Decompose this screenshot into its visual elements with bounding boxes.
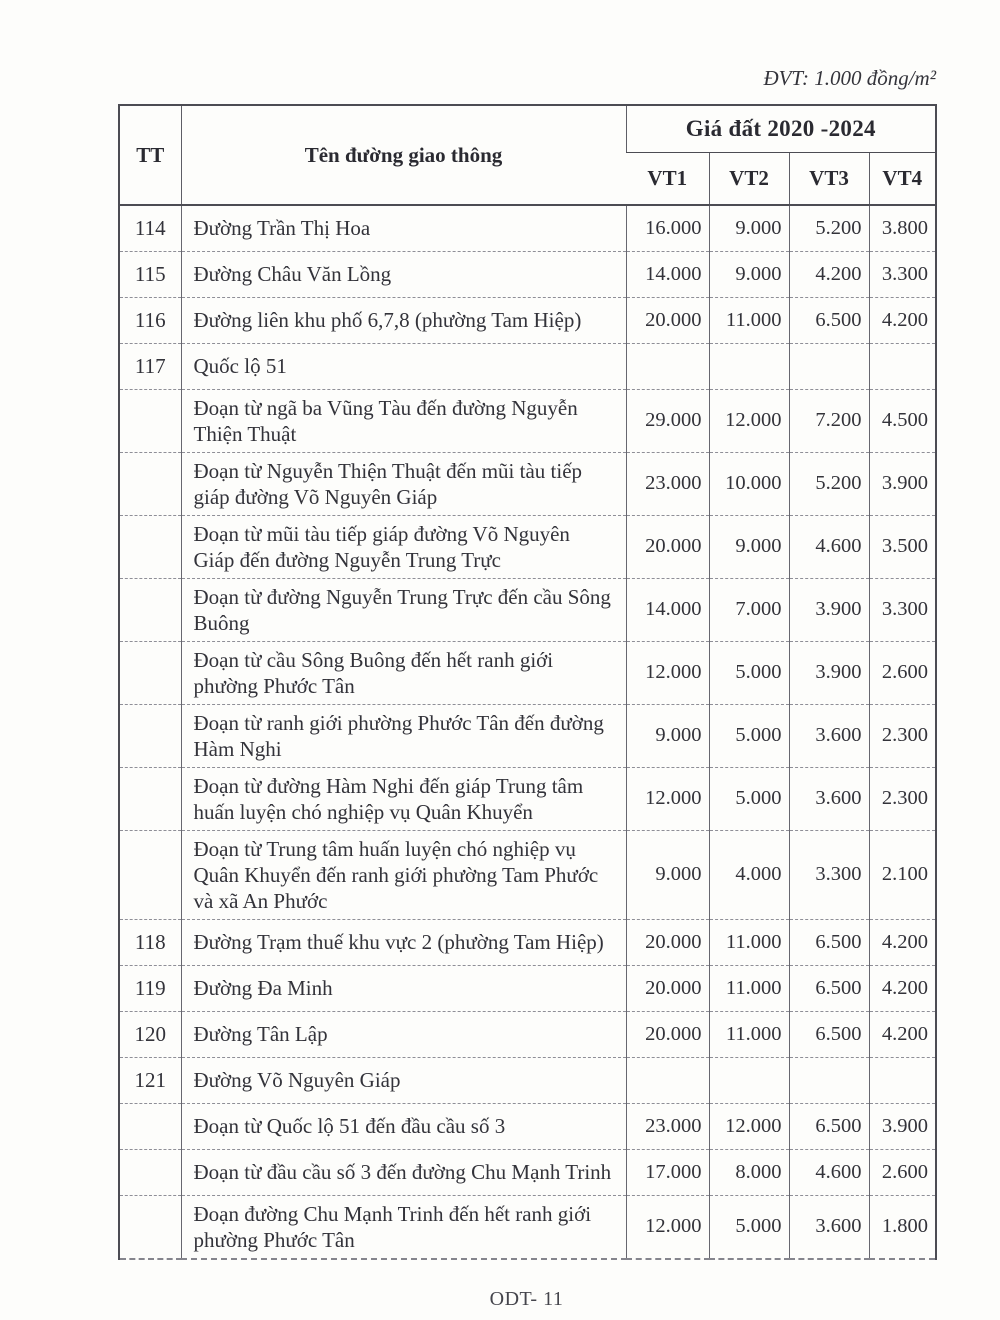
vt2-price-cell [709,343,789,389]
table-row [119,251,936,297]
vt3-price-cell: 3.600 [789,767,869,830]
row-number-cell [119,452,181,515]
vt3-price-cell: 3.600 [789,704,869,767]
vt4-price-cell: 4.200 [869,965,936,1011]
col-header-tt: TT [119,105,181,205]
table-row [119,343,936,389]
row-number-cell [119,1149,181,1195]
row-number-cell [119,1103,181,1149]
table-row [119,389,936,452]
col-header-vt4: VT4 [869,153,936,206]
vt1-price-cell: 14.000 [626,251,709,297]
col-header-road-name: Tên đường giao thông [181,105,626,205]
row-number-cell: 118 [119,919,181,965]
table-header [119,105,936,205]
vt2-price-cell: 11.000 [709,919,789,965]
road-name-cell: Đường Trần Thị Hoa [181,205,626,251]
road-name-cell: Đường liên khu phố 6,7,8 (phường Tam Hiệp) [181,297,626,343]
table-row [119,704,936,767]
table-row [119,515,936,578]
vt3-price-cell: 4.600 [789,515,869,578]
vt1-price-cell [626,343,709,389]
road-name-cell: Đoạn từ ranh giới phường Phước Tân đến đường Hàm Nghi [181,704,626,767]
row-number-cell: 116 [119,297,181,343]
row-number-cell: 115 [119,251,181,297]
vt3-price-cell: 3.600 [789,1195,869,1259]
vt3-price-cell: 7.200 [789,389,869,452]
vt4-price-cell: 3.900 [869,1103,936,1149]
row-number-cell: 120 [119,1011,181,1057]
vt3-price-cell: 6.500 [789,297,869,343]
road-name-cell: Đoạn từ đường Nguyễn Trung Trực đến cầu Sông Buông [181,578,626,641]
vt3-price-cell: 6.500 [789,1011,869,1057]
vt2-price-cell: 12.000 [709,1103,789,1149]
vt2-price-cell: 11.000 [709,297,789,343]
vt4-price-cell: 4.500 [869,389,936,452]
vt3-price-cell: 3.900 [789,641,869,704]
vt3-price-cell: 6.500 [789,965,869,1011]
vt2-price-cell: 5.000 [709,704,789,767]
vt4-price-cell: 3.900 [869,452,936,515]
row-number-cell [119,1195,181,1259]
road-name-cell: Đường Châu Văn Lồng [181,251,626,297]
vt1-price-cell: 20.000 [626,297,709,343]
road-name-cell: Đường Trạm thuế khu vực 2 (phường Tam Hiệp) [181,919,626,965]
vt1-price-cell: 16.000 [626,205,709,251]
vt2-price-cell: 12.000 [709,389,789,452]
vt4-price-cell: 4.200 [869,919,936,965]
vt3-price-cell: 4.600 [789,1149,869,1195]
row-number-cell [119,389,181,452]
road-name-cell: Đoạn từ đầu cầu số 3 đến đường Chu Mạnh Trinh [181,1149,626,1195]
vt1-price-cell: 23.000 [626,452,709,515]
vt1-price-cell: 23.000 [626,1103,709,1149]
road-name-cell: Đoạn từ ngã ba Vũng Tàu đến đường Nguyễn Thiện Thuật [181,389,626,452]
table-row [119,297,936,343]
col-header-vt1: VT1 [626,153,709,206]
table-row [119,965,936,1011]
row-number-cell [119,830,181,919]
vt4-price-cell: 3.300 [869,251,936,297]
vt2-price-cell: 8.000 [709,1149,789,1195]
vt4-price-cell: 2.300 [869,767,936,830]
road-name-cell: Đoạn từ Nguyễn Thiện Thuật đến mũi tàu tiếp giáp đường Võ Nguyên Giáp [181,452,626,515]
vt4-price-cell [869,343,936,389]
vt3-price-cell: 3.300 [789,830,869,919]
row-number-cell: 117 [119,343,181,389]
vt4-price-cell: 3.500 [869,515,936,578]
vt4-price-cell: 3.300 [869,578,936,641]
vt3-price-cell: 6.500 [789,1103,869,1149]
vt1-price-cell: 14.000 [626,578,709,641]
vt2-price-cell: 5.000 [709,1195,789,1259]
row-number-cell: 119 [119,965,181,1011]
road-name-cell: Đoạn từ Quốc lộ 51 đến đầu cầu số 3 [181,1103,626,1149]
vt4-price-cell: 4.200 [869,1011,936,1057]
road-name-cell: Đoạn từ đường Hàm Nghi đến giáp Trung tâm huấn luyện chó nghiệp vụ Quân Khuyển [181,767,626,830]
table-row [119,578,936,641]
vt1-price-cell: 20.000 [626,515,709,578]
vt2-price-cell: 9.000 [709,205,789,251]
row-number-cell [119,578,181,641]
vt3-price-cell [789,343,869,389]
vt3-price-cell: 5.200 [789,452,869,515]
road-name-cell: Quốc lộ 51 [181,343,626,389]
col-header-vt3: VT3 [789,153,869,206]
road-name-cell: Đoạn từ mũi tàu tiếp giáp đường Võ Nguyên Giáp đến đường Nguyễn Trung Trực [181,515,626,578]
table-row [119,830,936,919]
vt3-price-cell: 3.900 [789,578,869,641]
vt1-price-cell: 20.000 [626,919,709,965]
row-number-cell [119,515,181,578]
vt2-price-cell: 5.000 [709,641,789,704]
road-name-cell: Đoạn từ Trung tâm huấn luyện chó nghiệp vụ Quân Khuyển đến ranh giới phường Tam Phước và xã An Phước [181,830,626,919]
vt1-price-cell: 20.000 [626,1011,709,1057]
row-number-cell: 114 [134,215,166,240]
unit-note: ĐVT: 1.000 đồng/m² [763,66,936,90]
vt2-price-cell: 11.000 [709,1011,789,1057]
table-row [119,1195,936,1259]
table-row [119,452,936,515]
vt1-price-cell [626,1057,709,1103]
road-name-cell: Đường Tân Lập [181,1011,626,1057]
vt2-price-cell: 11.000 [709,965,789,1011]
row-number-cell: 121 [119,1057,181,1103]
row-number-cell [119,641,181,704]
row-number-cell [119,704,181,767]
page-footer: ODT- 11 [489,1288,564,1310]
table-row [119,919,936,965]
vt2-price-cell [709,1057,789,1103]
vt4-price-cell: 3.800 [869,205,936,251]
vt2-price-cell: 5.000 [709,767,789,830]
vt2-price-cell: 4.000 [709,830,789,919]
vt4-price-cell [869,1057,936,1103]
vt4-price-cell: 2.600 [869,641,936,704]
land-price-table [118,104,937,1260]
table-row [119,641,936,704]
vt2-price-cell: 9.000 [709,515,789,578]
road-name-cell: Đoạn đường Chu Mạnh Trinh đến hết ranh giới phường Phước Tân [181,1195,626,1259]
col-header-vt2: VT2 [709,153,789,206]
vt4-price-cell: 1.800 [869,1195,936,1259]
vt3-price-cell: 4.200 [789,251,869,297]
vt4-price-cell: 4.200 [869,297,936,343]
table-row [119,1057,936,1103]
vt3-price-cell: 5.200 [789,205,869,251]
vt4-price-cell: 2.100 [869,830,936,919]
col-header-price-group: Giá đất 2020 -2024 [626,105,936,153]
vt2-price-cell: 9.000 [709,251,789,297]
vt3-price-cell [789,1057,869,1103]
table-row [119,1103,936,1149]
vt1-price-cell: 29.000 [626,389,709,452]
vt1-price-cell: 12.000 [626,1195,709,1259]
vt1-price-cell: 17.000 [626,1149,709,1195]
vt1-price-cell: 20.000 [626,965,709,1011]
road-name-cell: Đường Võ Nguyên Giáp [181,1057,626,1103]
vt3-price-cell: 6.500 [789,919,869,965]
table-body [119,205,936,1259]
table-row [119,1149,936,1195]
vt1-price-cell: 12.000 [626,767,709,830]
road-name-cell: Đường Đa Minh [181,965,626,1011]
table-row [119,1011,936,1057]
vt1-price-cell: 12.000 [626,641,709,704]
table-row [119,767,936,830]
vt2-price-cell: 10.000 [709,452,789,515]
vt4-price-cell: 2.600 [869,1149,936,1195]
vt1-price-cell: 9.000 [626,704,709,767]
vt1-price-cell: 9.000 [626,830,709,919]
vt2-price-cell: 7.000 [709,578,789,641]
road-name-cell: Đoạn từ cầu Sông Buông đến hết ranh giới phường Phước Tân [181,641,626,704]
table-row [119,205,936,251]
row-number-cell [119,767,181,830]
vt4-price-cell: 2.300 [869,704,936,767]
